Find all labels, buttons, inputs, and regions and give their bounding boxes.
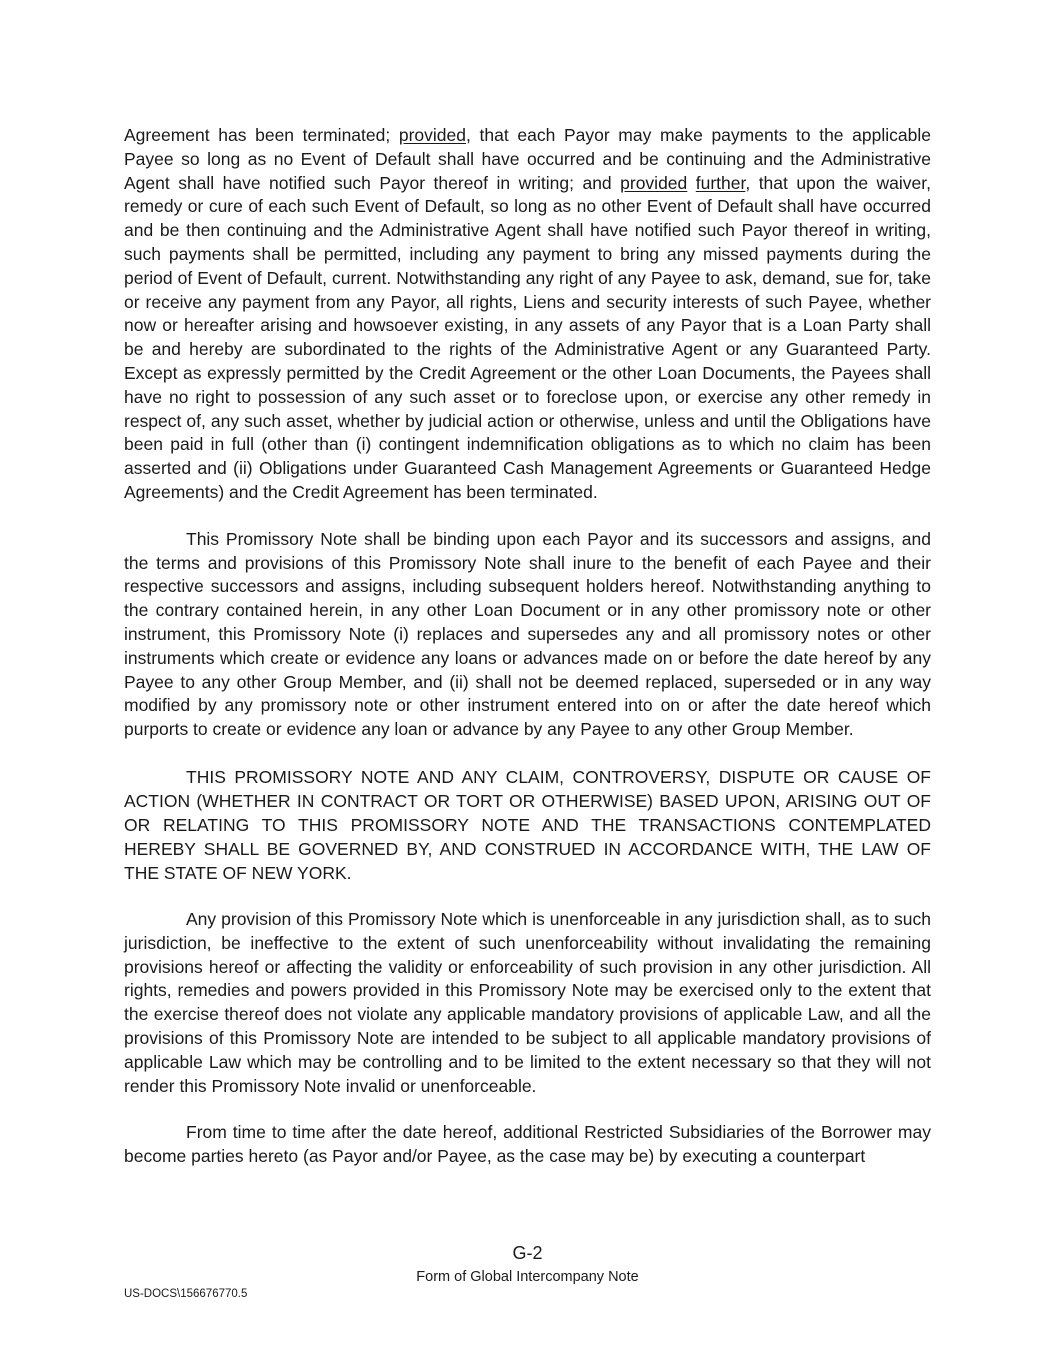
text-run: Agreement has been terminated; [124, 125, 399, 145]
document-id: US-DOCS\156676770.5 [124, 1288, 248, 1300]
underlined-term-further: further [695, 172, 746, 193]
footer-title: Form of Global Intercompany Note [416, 1269, 639, 1285]
underlined-term-provided: provided [398, 125, 467, 145]
page-number: G-2 [512, 1243, 543, 1263]
paragraph-subordination [124, 124, 931, 505]
document-body [124, 124, 931, 1169]
paragraph-additional-parties: From time to time after the date hereof, additional Restricted Subsidiaries of the Borrower may become parties hereto (as Payor and/or Payee, as the case may be) by executing a counterpart [124, 1122, 931, 1167]
paragraph-successors-assigns: This Promissory Note shall be binding upon each Payor and its successors and assigns, and the terms and provisions of this Promissory Note shall inure to the benefit of each Payee and their respective successors and assigns, including subsequent holders hereof. Notwithstanding anything to the contrary contained herein, in any other Loan Document or in any other promissory note or other instrument, this Promissory Note (i) replaces and supersedes any and all promissory notes or other instruments which create or evidence any loans or advances made on or before the date hereof by any Payee to any other Group Member, and (ii) shall not be deemed replaced, superseded or in any way modified by any promissory note or other instrument entered into on or after the date hereof which purports to create or evidence any loan or advance by any Payee to any other Group Member. [124, 528, 931, 740]
text-run [687, 173, 695, 193]
text-run: , that each Payor may make payments to the applicable Payee so long as no Event of Default shall have occurred and be continuing and the Administrative Agent shall have notified such Payor thereof in writing; and [124, 125, 931, 193]
paragraph-severability: Any provision of this Promissory Note which is unenforceable in any jurisdiction shall, as to such jurisdiction, be ineffective to the extent of such unenforceability without invalidating the remaining provisions hereof or affecting the validity or enforceability of such provision in any other jurisdiction. All rights, remedies and powers provided in this Promissory Note may be exercised only to the extent that the exercise thereof does not violate any applicable mandatory provisions of applicable Law, and all the provisions of this Promissory Note are intended to be subject to all applicable mandatory provisions of applicable Law which may be controlling and to be limited to the extent necessary so that they will not render this Promissory Note invalid or unenforceable. [124, 908, 931, 1096]
paragraph-governing-law: THIS PROMISSORY NOTE AND ANY CLAIM, CONTROVERSY, DISPUTE OR CAUSE OF ACTION (WHETHER IN CONTRACT OR TORT OR OTHERWISE) BASED UPON, ARISING OUT OF OR RELATING TO THIS PROMISSORY NOTE AND THE TRANSACTIONS CONTEMPLATED HEREBY SHALL BE GOVERNED BY, AND CONSTRUED IN ACCORDANCE WITH, THE LAW OF THE STATE OF NEW YORK. [124, 766, 931, 883]
text-run: , that upon the waiver, remedy or cure of each such Event of Default, so long as no other Event of Default shall have occurred and be then continuing and the Administrative Agent shall have notified such Payor thereof in writing, such payments shall be permitted, including any payment to bring any missed payments during the period of Event of Default, current. Notwithstanding any right of any Payee to ask, demand, sue for, take or receive any payment from any Payor, all rights, Liens and security interests of such Payee, whether now or hereafter arising and howsoever existing, in any assets of any Payor that is a Loan Party shall be and hereby are subordinated to the rights of the Administrative Agent or any Guaranteed Party. Except as expressly permitted by the Credit Agreement or the other Loan Documents, the Payees shall have no right to possession of any such asset or to foreclose upon, or exercise any other remedy in respect of, any such asset, whether by judicial action or otherwise, unless and until the Obligations have been paid in full (other than (i) contingent indemnification obligations as to which no claim has been asserted and (ii) Obligations under Guaranteed Cash Management Agreements or Guaranteed Hedge Agreements) and the Credit Agreement has been terminated. [124, 172, 931, 502]
underlined-term-provided: provided [620, 172, 688, 193]
